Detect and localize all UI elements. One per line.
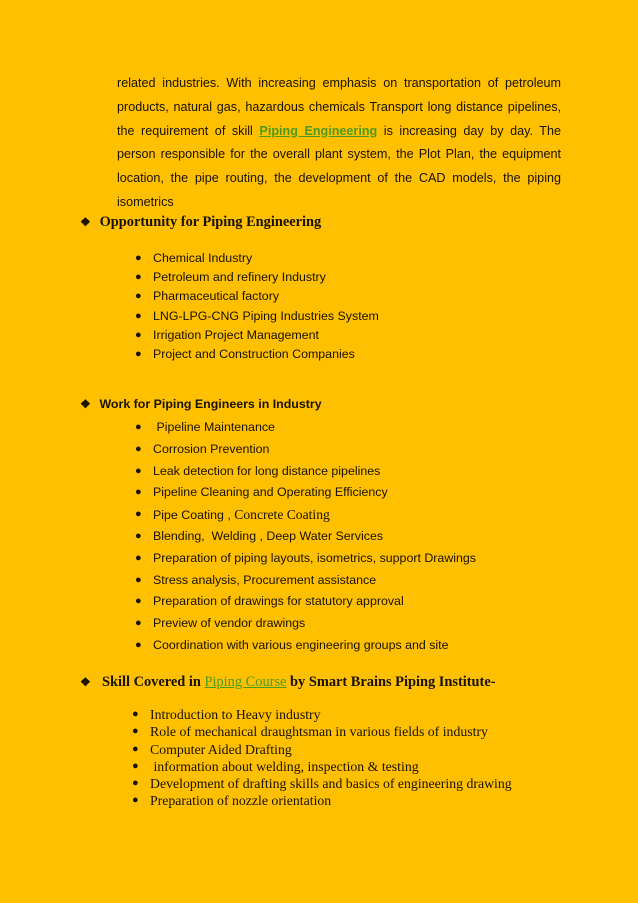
list-item (135, 548, 476, 570)
bullet-icon: ● (135, 252, 142, 264)
list-item-text: Pipeline Maintenance (153, 420, 275, 434)
list-item (135, 326, 379, 345)
list-item-text: Pharmaceutical factory (153, 289, 280, 304)
list-item (135, 249, 379, 268)
list-item-text: Irrigation Project Management (153, 327, 319, 342)
list-item (135, 439, 476, 461)
diamond-bullet-icon: ❖ (80, 675, 91, 689)
bullet-icon: ● (132, 759, 139, 772)
list-item-text: Development of drafting skills and basics of engineering drawing (150, 776, 512, 792)
list-item (132, 775, 512, 792)
bullet-icon: ● (135, 551, 142, 564)
list-item (132, 792, 512, 809)
list-item-text: Chemical Industry (153, 251, 253, 265)
list-item-text: Computer Aided Drafting (150, 741, 292, 757)
diamond-bullet-icon: ❖ (80, 215, 91, 229)
bullet-icon: ● (132, 725, 139, 738)
list-item-text: Corrosion Prevention (153, 441, 270, 456)
list-item-text: LNG-LPG-CNG Piping Industries System (153, 308, 379, 323)
list-item-text: Leak detection for long distance pipelines (153, 463, 381, 478)
bullet-icon: ● (135, 309, 142, 322)
list-item (132, 723, 512, 740)
list-item-text: Preview of vendor drawings (153, 616, 306, 631)
section-heading-work (80, 397, 322, 411)
bullet-icon: ● (132, 777, 139, 790)
list-item (135, 307, 379, 326)
list-item-text: information about welding, inspection & testing (150, 758, 419, 774)
bullet-icon: ● (135, 421, 142, 433)
list-item (132, 706, 512, 723)
list-item-text: Role of mechanical draughtsman in various fields of industry (150, 724, 488, 740)
bullet-icon: ● (135, 464, 142, 477)
list-item-text: Preparation of piping layouts, isometrics, support Drawings (153, 550, 476, 565)
section-title: Work for Piping Engineers in Industry (99, 397, 322, 411)
section-heading-skills (80, 674, 496, 691)
bullet-icon: ● (135, 271, 142, 284)
list-item-text: Preparation of drawings for statutory approval (153, 594, 404, 609)
list-item-text: Blending, Welding , Deep Water Services (153, 528, 384, 543)
list-item-text: Pipe Coating , (153, 508, 235, 523)
bullet-icon: ● (135, 347, 142, 360)
section-title-start: Skill Covered in (102, 674, 205, 690)
piping-course-link[interactable]: Piping Course (204, 674, 287, 690)
work-list (135, 417, 476, 657)
list-item (135, 635, 476, 657)
list-item (135, 345, 379, 364)
bullet-icon: ● (135, 638, 142, 651)
section-heading-opportunity (80, 214, 321, 231)
list-item (135, 461, 476, 483)
diamond-bullet-icon: ❖ (80, 397, 91, 411)
list-item (135, 482, 476, 504)
bullet-icon: ● (132, 708, 139, 720)
list-item-text: Preparation of nozzle orientation (150, 793, 332, 809)
list-item (135, 268, 379, 287)
piping-engineering-link[interactable]: Piping Engineering (259, 123, 378, 138)
intro-text-end: is increasing day by day. The person responsible for the overall plant system, the Plot Plan, the equipment location, the pipe routing, the development of the CAD models, the piping isometrics (117, 123, 561, 209)
bullet-icon: ● (135, 290, 142, 303)
bullet-icon: ● (135, 529, 142, 542)
section-title-end: by Smart Brains Piping Institute- (286, 674, 496, 690)
intro-paragraph (117, 72, 561, 215)
list-item-text: Coordination with various engineering groups and site (153, 637, 449, 652)
bullet-icon: ● (132, 794, 139, 807)
list-item-text: Project and Construction Companies (153, 346, 355, 361)
list-item-text-serif: Concrete Coating (234, 507, 330, 523)
bullet-icon: ● (135, 617, 142, 630)
list-item-text: Petroleum and refinery Industry (153, 270, 326, 285)
section-title: Opportunity for Piping Engineering (99, 214, 322, 230)
list-item (135, 526, 476, 548)
bullet-icon: ● (135, 328, 142, 341)
list-item (135, 287, 379, 306)
opportunity-list (135, 249, 379, 364)
bullet-icon: ● (135, 573, 142, 586)
list-item (135, 570, 476, 592)
list-item-text: Introduction to Heavy industry (150, 707, 321, 722)
bullet-icon: ● (135, 442, 142, 455)
list-item (135, 591, 476, 613)
bullet-icon: ● (135, 486, 142, 499)
intro-text-start: related industries. With increasing emphasis on transportation of petroleum products, natural gas, hazardous chemicals Transport long distance pipelines, the requirement of skill (117, 76, 561, 138)
bullet-icon: ● (135, 595, 142, 608)
bullet-icon: ● (132, 742, 139, 755)
skills-list (132, 706, 512, 810)
list-item (132, 741, 512, 758)
list-item (135, 613, 476, 635)
list-item (135, 417, 476, 439)
list-item (135, 504, 476, 526)
list-item-text: Stress analysis, Procurement assistance (153, 572, 377, 587)
list-item (132, 758, 512, 775)
bullet-icon: ● (135, 508, 142, 521)
list-item-text: Pipeline Cleaning and Operating Efficiency (153, 485, 388, 500)
